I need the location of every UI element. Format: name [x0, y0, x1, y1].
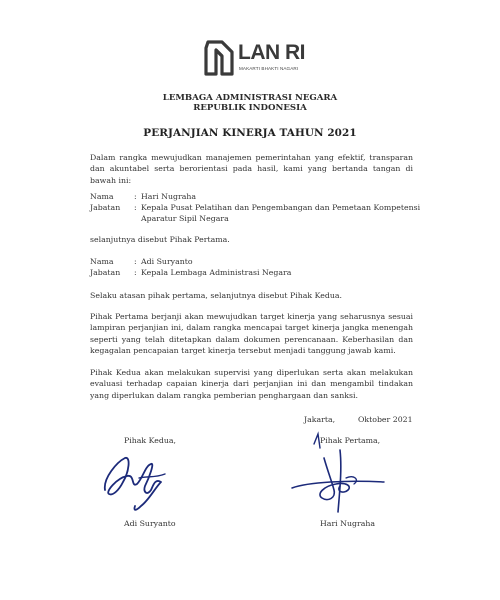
name-label: Nama: [90, 257, 114, 266]
first-party-signer-name: Hari Nugraha: [320, 519, 376, 528]
signing-place: Jakarta,: [304, 415, 336, 424]
second-party-position: Kepala Lembaga Administrasi Negara: [141, 268, 292, 277]
lan-ri-logo: [200, 38, 310, 80]
colon: :: [134, 257, 137, 266]
first-party-note: selanjutnya disebut Pihak Pertama.: [90, 235, 230, 244]
lan-logo-icon: [200, 38, 236, 76]
logo-subtitle: MAKARTI BHAKTI NAGARI: [239, 66, 299, 71]
commitment-paragraph: Pihak Pertama berjanji akan mewujudkan target kinerja yang seharusnya sesuai lampiran perjanjian ini, dalam rangka mencapai target kinerja jangka menengah seperti yang telah ditetapkan dalam dokumen perencanaan. Keberhasilan dan kegagalan pencapaian target kinerja tersebut menjadi tanggung jawab kami.: [90, 312, 413, 355]
logo-text: LAN RI: [238, 41, 305, 64]
institution-name: LEMBAGA ADMINISTRASI NEGARA: [162, 93, 338, 103]
first-party-name: Hari Nugraha: [141, 192, 197, 201]
position-label: Jabatan: [90, 268, 121, 277]
name-label: Nama: [90, 192, 114, 201]
colon: :: [134, 192, 137, 201]
document-title: PERJANJIAN KINERJA TAHUN 2021: [143, 127, 357, 139]
intro-paragraph: Dalam rangka mewujudkan manajemen pemerintahan yang efektif, transparan dan akuntabel serta berorientasi pada hasil, kami yang bertanda tangan di bawah ini:: [90, 153, 413, 185]
signing-date: Oktober 2021: [358, 415, 413, 424]
position-label: Jabatan: [90, 203, 121, 212]
second-party-signature-label: Pihak Kedua,: [124, 436, 176, 445]
hari-nugraha-signature: [288, 428, 388, 518]
colon: :: [134, 203, 137, 212]
adi-suryanto-signature: [95, 448, 175, 518]
second-party-note: Selaku atasan pihak pertama, selanjutnya disebut Pihak Kedua.: [90, 291, 342, 300]
colon: :: [134, 268, 137, 277]
supervision-paragraph: Pihak Kedua akan melakukan supervisi yang diperlukan serta akan melakukan evaluasi terhadap capaian kinerja dari perjanjian ini dan mengambil tindakan yang diperlukan dalam rangka pemberian penghargaan dan sanksi.: [90, 368, 413, 400]
second-party-name: Adi Suryanto: [141, 257, 193, 266]
first-party-signature-label: Pihak Pertama,: [320, 436, 381, 445]
country-name: REPUBLIK INDONESIA: [193, 103, 307, 113]
second-party-signer-name: Adi Suryanto: [124, 519, 176, 528]
first-party-position: Kepala Pusat Pelatihan dan Pengembangan dan Pemetaan Kompetensi Aparatur Sipil Negara: [141, 203, 421, 223]
